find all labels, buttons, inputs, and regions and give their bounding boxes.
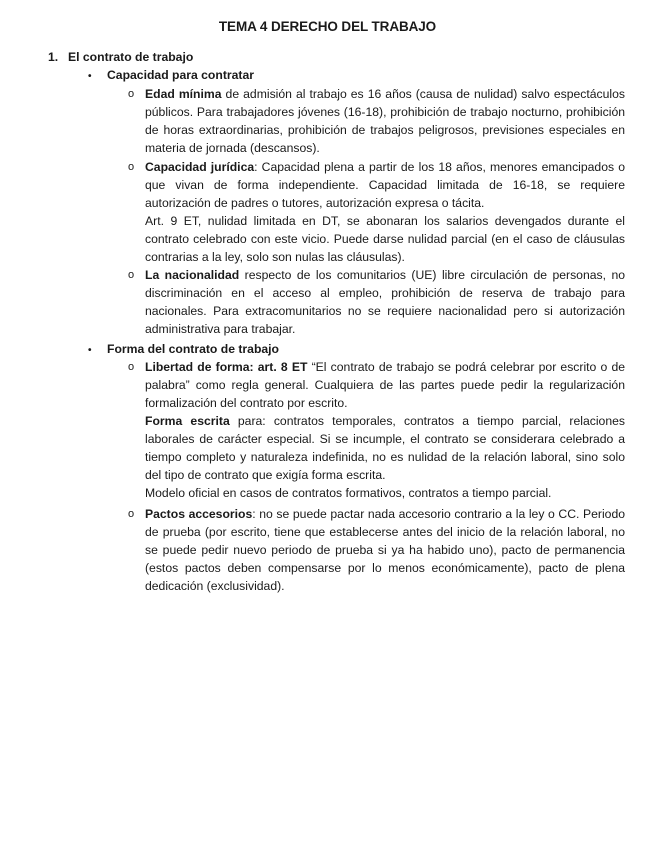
item-term: Capacidad jurídica <box>145 160 255 174</box>
list-item-edad-minima <box>128 85 625 157</box>
bullet-marker: • <box>88 71 92 82</box>
item-text: “El contrato de trabajo se podrá celebrar por escrito o de palabra” como regla general. Cualquiera de las partes puede pedir la regularización formalización del contrato por escrito. <box>145 360 626 411</box>
item-extra-paragraph: Modelo oficial en casos de contratos formativos, contratos a tiempo parcial. <box>145 486 552 501</box>
subsection-title: Forma del contrato de trabajo <box>107 342 280 356</box>
item-extra-paragraph: Art. 9 ET, nulidad limitada en DT, se abonaran los salarios devengados durante el contrato celebrado con este vicio. Puede darse nulidad parcial (en el caso de cláusulas contrarias a la ley, solo son nulas las cláusulas). <box>145 214 625 265</box>
item-term: Libertad de forma: art. 8 ET <box>145 360 308 374</box>
item-extra-term: Forma escrita <box>145 414 230 429</box>
circle-marker: o <box>128 161 135 173</box>
subsection-title: Capacidad para contratar <box>107 68 254 82</box>
item-term: La nacionalidad <box>145 268 240 282</box>
item-term: Edad mínima <box>145 87 222 101</box>
item-text: respecto de los comunitarios (UE) libre circulación de personas, no discriminación en el acceso al empleo, prohibición de reserva de trabajo para nacionales. Para extracomunitarios no se requiere nacionalidad pero si autorización administrativa para trabajar. <box>145 268 626 337</box>
item-text: : no se puede pactar nada accesorio contrario a la ley o CC. Periodo de prueba (por escrito, tiene que establecerse antes del inicio de la relación laboral, no se puede pedir nuevo periodo de prueba si ya ha habido uno), pacto de permanencia (estos pactos deben compensarse por lo menos económicamente), pacto de plena dedicación (exclusividad). <box>145 507 625 594</box>
section-title: El contrato de trabajo <box>68 50 194 64</box>
bullet-marker: • <box>88 345 92 356</box>
section-heading <box>48 48 628 66</box>
list-item-capacidad-juridica <box>128 158 625 266</box>
item-text: de admisión al trabajo es 16 años (causa de nulidad) salvo espectáculos públicos. Para trabajadores jóvenes (16-18), prohibición de trabajo nocturno, prohibición de horas extraordinarias, prohibición de trabajos peligrosos, previsiones especiales en materia de jornada (descansos). <box>145 87 625 156</box>
circle-marker: o <box>128 508 135 520</box>
list-item-nacionalidad <box>128 266 625 338</box>
circle-marker: o <box>128 88 135 100</box>
circle-marker: o <box>128 361 135 373</box>
section-number: 1. <box>48 50 59 64</box>
list-item-pactos-accesorios <box>128 505 625 595</box>
list-item-libertad-forma <box>128 358 625 502</box>
item-extra-text: para: contratos temporales, contratos a tiempo parcial, relaciones laborales de carácter especial. Si se incumple, el contrato se considerara celebrado a tiempo completo y naturaleza indefinida, no es nulidad de la relación laboral, sino solo del tipo de contrato que exigía forma escrita. <box>145 414 625 483</box>
item-term: Pactos accesorios <box>145 507 253 521</box>
item-text: : Capacidad plena a partir de los 18 años, menores emancipados o que vivan de forma independiente. Capacidad limitada de 16-18, se requiere autorización de padres o tutores, autorización expresa o tácita. <box>145 160 625 211</box>
circle-marker: o <box>128 269 135 281</box>
subsection-heading-capacidad <box>88 66 628 86</box>
subsection-heading-forma <box>88 340 628 360</box>
document-title: TEMA 4 DERECHO DEL TRABAJO <box>218 19 437 34</box>
